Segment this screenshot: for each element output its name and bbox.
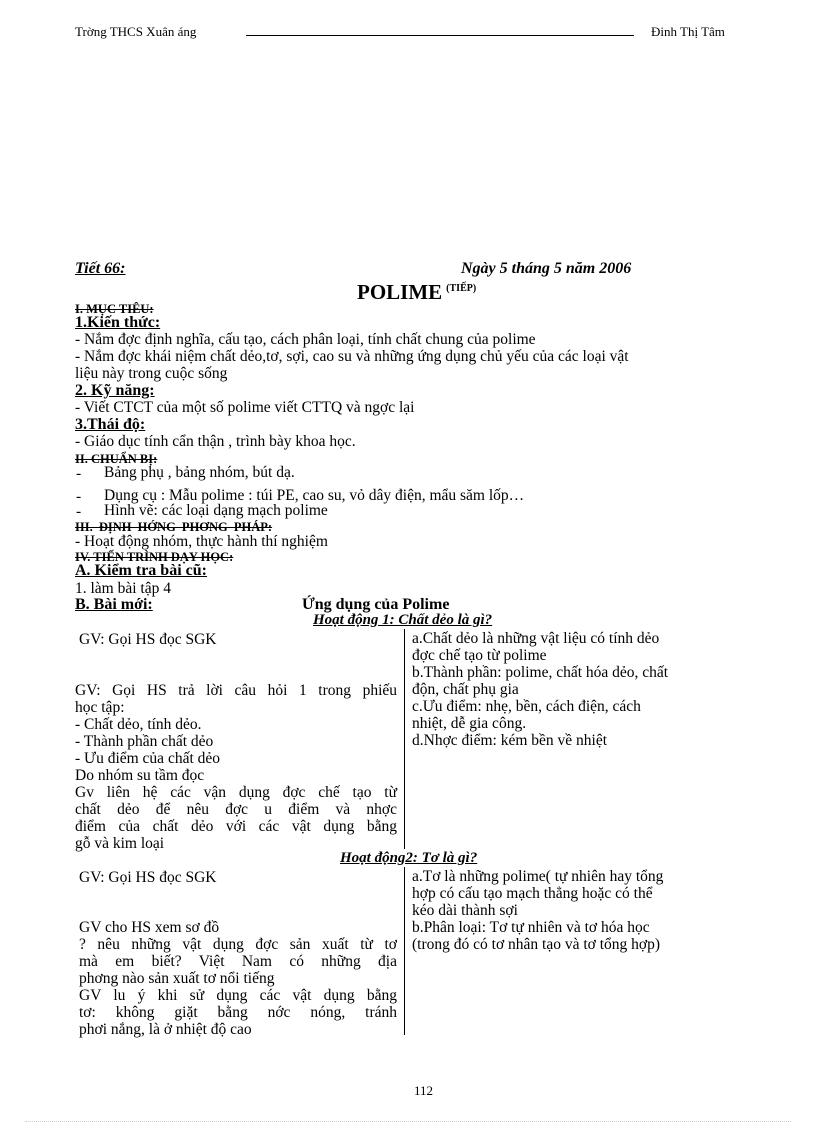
activity1-right-line: d.Nhợc điểm: kém bền về nhiệt: [412, 732, 608, 749]
lesson-title-sup: (TIẾP): [446, 283, 477, 294]
lesson-period: Tiết 66:: [75, 260, 126, 277]
activity1-left-line: - Thành phần chất dẻo: [75, 733, 214, 750]
activity2-left-line: GV lu ý khi sử dụng các vật dụng bằng: [79, 987, 397, 1004]
activity2-right-line: (trong đó có tơ nhân tạo và tơ tổng hợp): [412, 936, 660, 953]
activity2-left-line: GV cho HS xem sơ đồ: [79, 919, 220, 936]
activity1-right: [412, 630, 732, 749]
activity2-left-line: ? nêu những vật dụng đợc sản xuất từ tơ: [79, 936, 397, 953]
section-kiem-tra: A. Kiểm tra bài cũ:: [75, 562, 207, 579]
activity2-right-line: hợp có cấu tạo mạch thẳng hoặc có thể: [412, 885, 653, 902]
activity2-left-line: tơ: không giặt bằng nớc nóng, tránh: [79, 1004, 397, 1021]
kien-thuc-item: - Nắm đợc định nghĩa, cấu tạo, cách phân loại, tính chất chung của polime: [75, 331, 536, 348]
ung-dung-title: Ứng dụng của Polime: [302, 596, 450, 613]
activity1-right-line: nhiệt, dễ gia công.: [412, 715, 527, 732]
section-kien-thuc: 1.Kiến thức:: [75, 314, 161, 331]
ky-nang-item: - Viết CTCT của một số polime viết CTTQ và ngợc lại: [75, 399, 415, 416]
activity1-title: Hoạt động 1: Chất dẻo là gì?: [313, 612, 493, 628]
chuan-bi-item: Bảng phụ , bảng nhóm, bút dạ.: [104, 464, 295, 481]
lesson-date: Ngày 5 tháng 5 năm 2006: [461, 260, 632, 277]
header-teacher: Đinh Thị Tâm: [651, 24, 725, 39]
chuan-bi-item: Dụng cụ : Mẫu polime : túi PE, cao su, vỏ dây điện, mẩu săm lốp…: [104, 487, 525, 504]
bullet: -: [76, 503, 82, 520]
section-thai-do: 3.Thái độ:: [75, 416, 146, 433]
activity2-right-line: b.Phân loại: Tơ tự nhiên và tơ hóa học: [412, 919, 650, 936]
thai-do-item: - Giáo dục tính cẩn thận , trình bày khoa học.: [75, 433, 356, 450]
activity2-right-line: kéo dài thành sợi: [412, 902, 518, 919]
activity1-right-line: c.Ưu điểm: nhẹ, bền, cách điện, cách: [412, 698, 641, 715]
page-number: 112: [414, 1083, 434, 1098]
activity1-left-line: - Chất dẻo, tính dẻo.: [75, 716, 202, 733]
lesson-title: POLIME: [357, 280, 443, 304]
lesson-title-wrap: [357, 280, 476, 305]
activity1-left-line: Do nhóm su tầm đọc: [75, 767, 205, 784]
activity1-left-line: gỗ và kim loại: [75, 835, 165, 852]
activity2-right-line: a.Tơ là những polime( tự nhiên hay tổng: [412, 868, 664, 885]
activity1-right-line: b.Thành phần: polime, chất hóa dẻo, chất: [412, 664, 669, 681]
activity2-left-top: GV: Gọi HS đọc SGK: [79, 869, 217, 886]
page-bottom-border: [25, 1121, 791, 1122]
activity1-right-line: đợc chế tạo từ polime: [412, 647, 547, 664]
header-rule: [246, 35, 634, 36]
activity2-left: [79, 919, 397, 1038]
kien-thuc-item: - Nắm đợc khái niệm chất dẻo,tơ, sợi, cao su và những ứng dụng chủ yếu của các loại vật: [75, 348, 629, 365]
activity2-title: Hoạt động2: Tơ là gì?: [340, 850, 478, 866]
kien-thuc-item: liệu này trong cuộc sống: [75, 365, 228, 382]
activity1-left-top: GV: Gọi HS đọc SGK: [79, 631, 217, 648]
activity1-left-line: Gv liên hệ các vận dụng đợc chế tạo từ: [75, 784, 397, 801]
activity2-left-line: phơi nắng, là ở nhiệt độ cao: [79, 1021, 252, 1038]
activity1-right-line: a.Chất dẻo là những vật liệu có tính dẻo: [412, 630, 660, 647]
section-bai-moi: B. Bài mới:: [75, 596, 153, 613]
activity1-left-line: chất dẻo để nêu đợc u điểm và nhợc: [75, 801, 397, 818]
activity2-right: [412, 868, 732, 953]
activity1-right-line: độn, chất phụ gia: [412, 681, 519, 698]
dinh-huong-item: - Hoạt động nhóm, thực hành thí nghiệm: [75, 533, 328, 550]
activity2-left-line: mà em biết? Việt Nam có những địa: [79, 953, 397, 970]
activity1-left-line: - Ưu điểm của chất dẻo: [75, 750, 221, 767]
section-dinh-huong: III. ĐỊNH HỚNG PHƠNG PHÁP:: [75, 520, 273, 534]
activity1-left-line: điểm của chất dẻo với các vật dụng bằng: [75, 818, 397, 835]
activity2-divider: [404, 867, 405, 1035]
activity1-divider: [404, 629, 405, 849]
section-muc-tieu: I. MỤC TIÊU:: [75, 302, 154, 316]
header-school: Trờng THCS Xuân áng: [75, 24, 197, 39]
bullet: -: [76, 465, 82, 482]
section-ky-nang: 2. Kỹ năng:: [75, 382, 155, 399]
section-tien-trinh: IV. TIẾN TRÌNH DẠY HỌC:: [75, 550, 234, 564]
kien-thuc-list: [75, 331, 779, 382]
section-chuan-bi: II. CHUẨN BỊ:: [75, 452, 158, 466]
activity2-left-line: phơng nào sản xuất tơ nổi tiếng: [79, 970, 275, 987]
chuan-bi-item: Hình vẽ: các loại dạng mạch polime: [104, 502, 328, 519]
activity1-left-line: GV: Gọi HS trả lời câu hỏi 1 trong phiếu: [75, 682, 397, 699]
bullet: -: [76, 488, 82, 505]
activity1-left: [75, 682, 397, 852]
kiem-tra-item: 1. làm bài tập 4: [75, 580, 171, 597]
activity1-left-line: học tập:: [75, 699, 125, 716]
